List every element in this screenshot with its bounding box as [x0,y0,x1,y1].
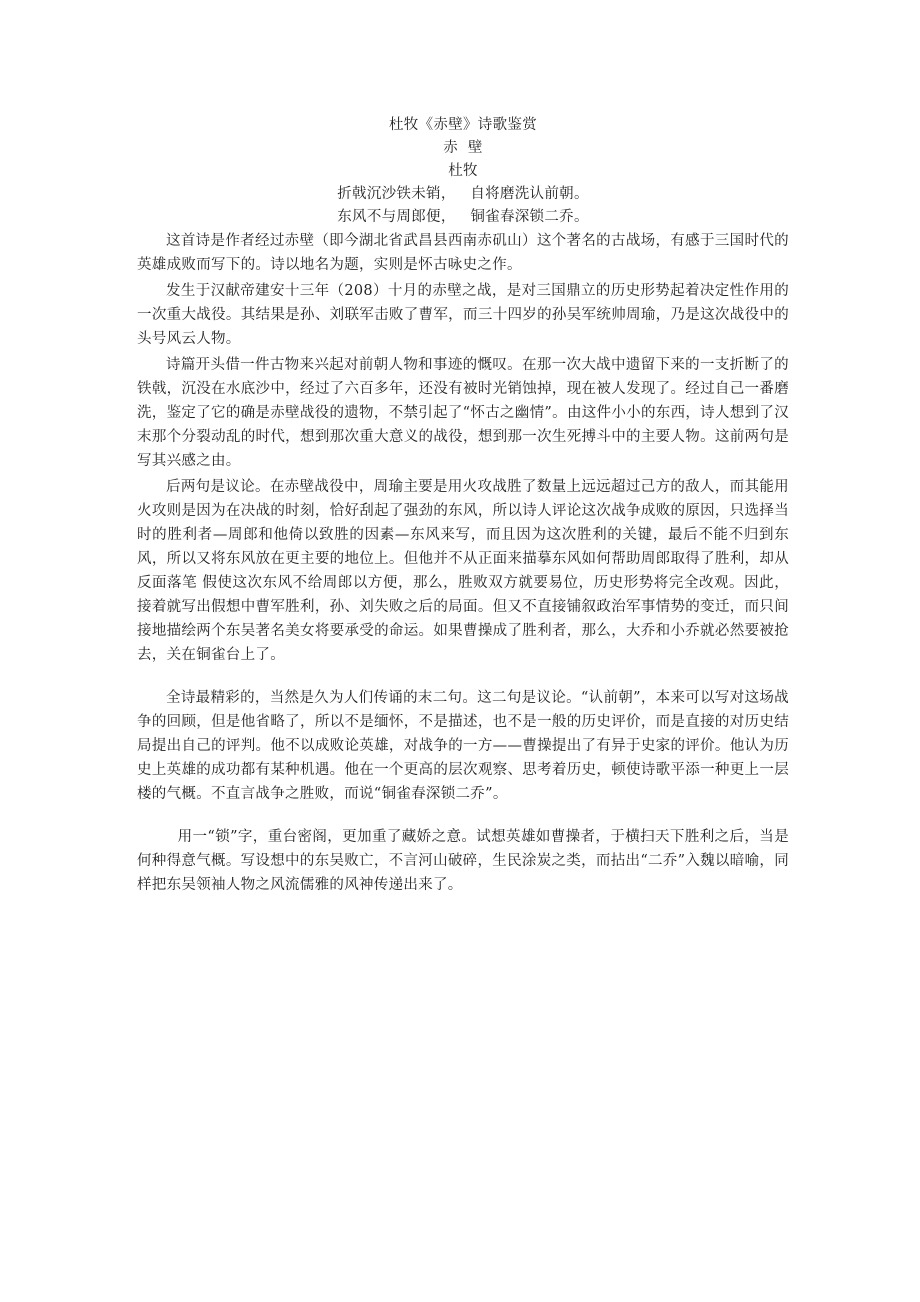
poem-line-1: 折戟沉沙铁未销， 自将磨洗认前朝。 [337,186,589,202]
poem-title: 赤 壁 [443,140,483,156]
paragraph-highlight: 全诗最精彩的，当然是久为人们传诵的末二句。这二句是议论。“认前朝”，本来可以写对这场战争的回顾，但是他省略了，所以不是缅怀，不是描述，也不是一般的历史评价，而是直接的对历史结局提出自己的评判。他不以成败论英雄，对战争的一方——曹操提出了有异于史家的评价。他认为历史上英雄的成功都有某种机遇。他在一个更高的层次观察、思考着历史，顿使诗歌平添一种更上一层楼的气概。不直言战争之胜败，而说“铜雀春深锁二乔”。 [137,690,789,802]
paragraph-opening-lines: 诗篇开头借一件古物来兴起对前朝人物和事迹的慨叹。在那一次大战中遗留下来的一支折断了的铁戟，沉没在水底沙中，经过了六百多年，还没有被时光销蚀掉，现在被人发现了。经过自己一番磨洗，鉴定了它的确是赤壁战役的遗物，不禁引起了“怀古之幽情”。由这件小小的东西，诗人想到了汉末那个分裂动乱的时代，想到那次重大意义的战役，想到那一次生死搏斗中的主要人物。这前两句是写其兴感之由。 [137,357,789,469]
poem-author: 杜牧 [448,163,478,179]
document-body [137,114,789,897]
paragraph-lock-word: 用一“锁”字，重台密阁，更加重了藏娇之意。试想英雄如曹操者，于横扫天下胜利之后，当是何种得意气概。写设想中的东吴败亡，不言河山破碎，生民涂炭之类，而拈出“二乔”入魏以暗喻，同样把东吴领袖人物之风流儒雅的风神传递出来了。 [137,829,789,893]
paragraph-background: 发生于汉献帝建安十三年（208）十月的赤壁之战，是对三国鼎立的历史形势起着决定性作用的一次重大战役。其结果是孙、刘联军击败了曹军，而三十四岁的孙吴军统帅周瑜，乃是这次战役中的头号风云人物。 [137,283,789,347]
paragraph-closing-lines: 后两句是议论。在赤壁战役中，周瑜主要是用火攻战胜了数量上远远超过己方的敌人，而其能用火攻则是因为在决战的时刻，恰好刮起了强劲的东风，所以诗人评论这次战争成败的原因，只选择当时的胜利者—周郎和他倚以致胜的因素—东风来写，而且因为这次胜利的关键，最后不能不归到东风，所以又将东风放在更主要的地位上。但他并不从正面来描摹东风如何帮助周郎取得了胜利，却从反面落笔 假使这次东风不给周郎以方便，那么，胜败双方就要易位，历史形势将完全改观。因此，接着就写出假想中曹军胜利，孙、刘失败之后的局面。但又不直接铺叙政治军事情势的变迁，而只间接地描绘两个东吴著名美女将要承受的命运。如果曹操成了胜利者，那么，大乔和小乔就必然要被抢去，关在铜雀台上了。 [137,479,789,663]
paragraph-intro: 这首诗是作者经过赤壁（即今湖北省武昌县西南赤矶山）这个著名的古战场，有感于三国时代的英雄成败而写下的。诗以地名为题，实则是怀古咏史之作。 [137,233,789,273]
poem-line-2: 东风不与周郎便， 铜雀春深锁二乔。 [337,209,589,225]
document-title: 杜牧《赤壁》诗歌鉴赏 [389,117,537,133]
